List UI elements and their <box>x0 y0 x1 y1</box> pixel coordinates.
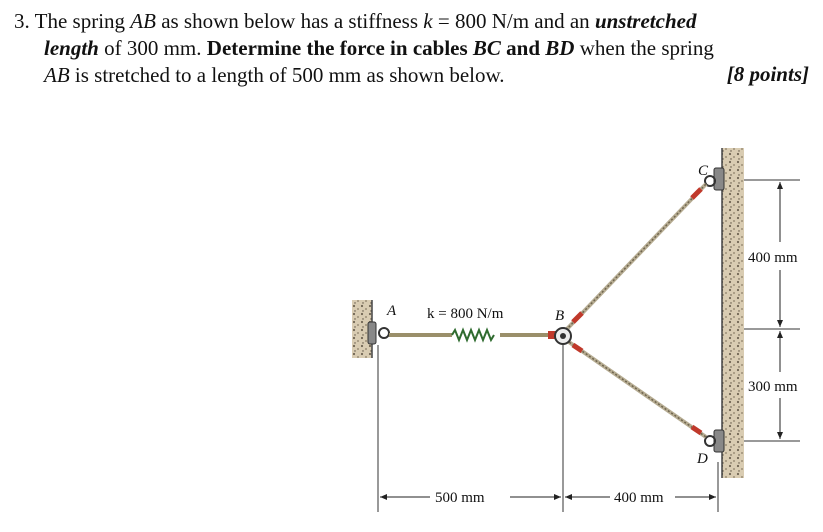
problem-line-3: AB is stretched to a length of 500 mm as shown below. <box>44 63 505 87</box>
points-label: [8 points] <box>726 62 809 86</box>
spring-ab <box>389 330 558 340</box>
label-c: C <box>698 163 709 179</box>
dim-400-h-label: 400 mm <box>614 490 664 506</box>
problem-line-1: 3. The spring AB as shown below has a stiffness k = 800 N/m and an unstretched <box>14 9 697 33</box>
dim-400-v-label: 400 mm <box>748 250 798 266</box>
spring-coil <box>452 330 494 340</box>
dim-500-label: 500 mm <box>435 490 485 506</box>
dimension-400-vertical <box>748 182 798 327</box>
cable-bc <box>566 184 706 330</box>
cable-bd <box>566 340 706 437</box>
label-d: D <box>697 451 708 467</box>
right-wall <box>722 148 744 478</box>
support-a <box>368 322 389 344</box>
spring-stiffness-label: k = 800 N/m <box>427 306 504 322</box>
dimension-300-vertical <box>748 331 798 439</box>
label-a: A <box>387 303 397 319</box>
dim-300-v-label: 300 mm <box>748 379 798 395</box>
dimension-500 <box>380 490 561 506</box>
label-b: B <box>555 308 565 324</box>
support-d <box>705 430 724 452</box>
right-wall-rock <box>722 148 744 478</box>
problem-number: 3. <box>14 9 30 33</box>
dimension-400-horizontal <box>565 490 716 506</box>
problem-line-2: length of 300 mm. Determine the force in cables BC and BD when the spring <box>44 36 714 60</box>
